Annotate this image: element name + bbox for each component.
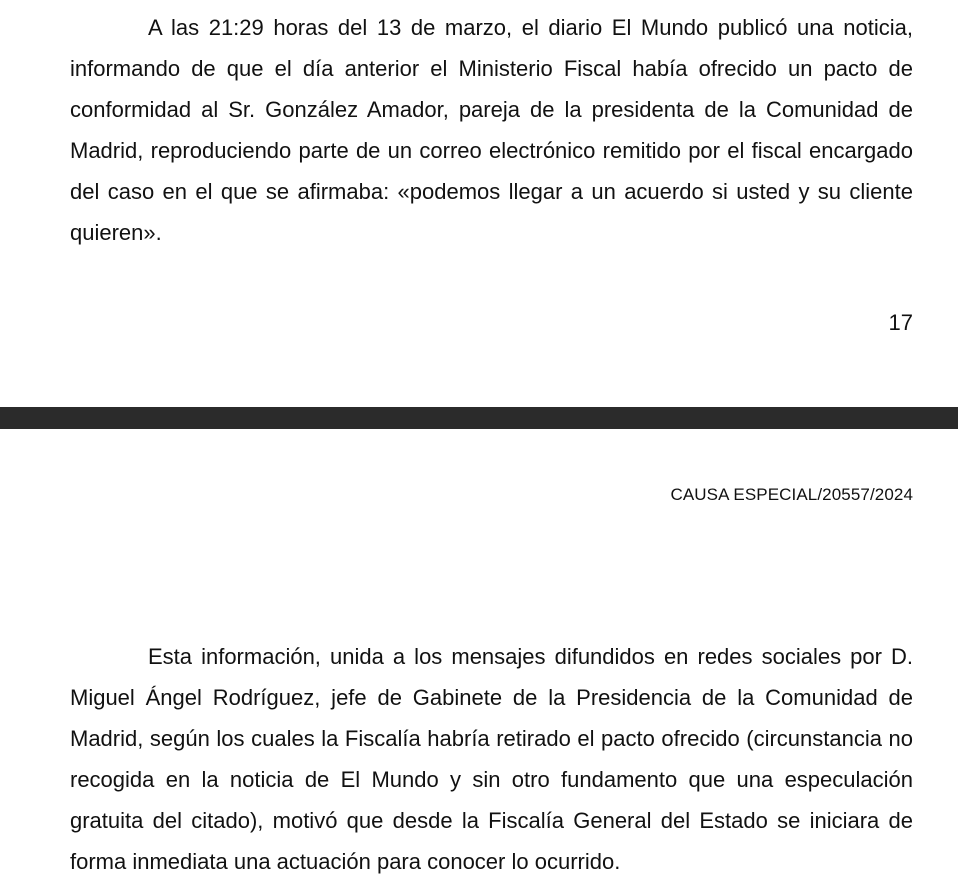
page-number: 17 [888, 310, 913, 335]
page-break-divider [0, 407, 958, 429]
document-page-upper [0, 0, 958, 407]
document-page-lower [0, 429, 958, 886]
body-paragraph: Esta información, unida a los mensajes difundidos en redes sociales por D. Miguel Ángel Rodríguez, jefe de Gabinete de la Presidencia de la Comunidad de Madrid, según los cuales la Fiscalía habría retirado el pacto ofrecido (circunstancia no recogida en la noticia de El Mundo y sin otro fundamento que una especulación gratuita del citado), motivó que desde la Fiscalía General del Estado se iniciara de forma inmediata una actuación para conocer lo ocurrido. [70, 644, 913, 874]
body-paragraph: A las 21:29 horas del 13 de marzo, el diario El Mundo publicó una noticia, informando de que el día anterior el Ministerio Fiscal había ofrecido un pacto de conformidad al Sr. González Amador, pareja de la presidenta de la Comunidad de Madrid, reproduciendo parte de un correo electrónico remitido por el fiscal encargado del caso en el que se afirmaba: «podemos llegar a un acuerdo si usted y su cliente quieren». [70, 15, 913, 245]
case-reference-header: CAUSA ESPECIAL/20557/2024 [670, 485, 913, 504]
